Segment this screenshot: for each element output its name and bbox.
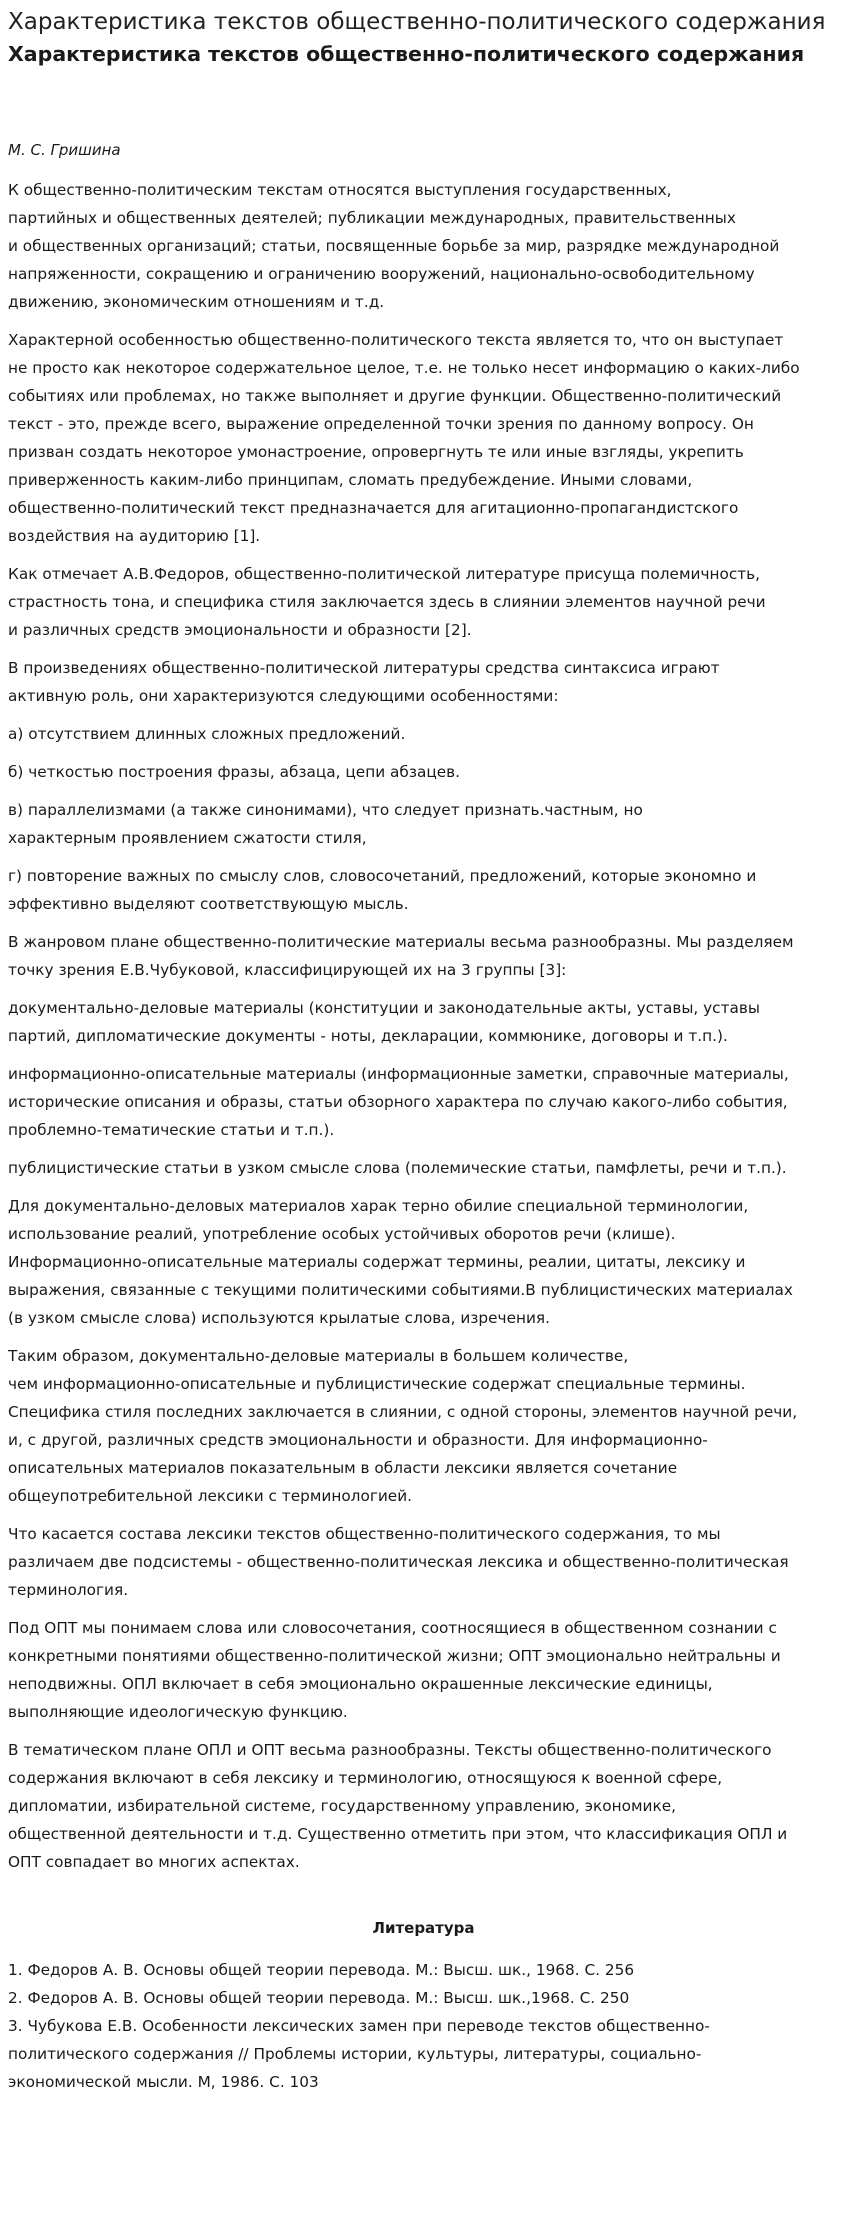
genre-item: документально-деловые материалы (конституции и законодательные акты, уставы, уставы партий, дипломатические документы - ноты, декларации, коммюнике, договоры и т.п.).	[8, 999, 760, 1045]
list-item: а) отсутствием длинных сложных предложений.	[8, 725, 406, 743]
paragraph: Характерной особенностью общественно-политического текста является то, что он выступает не просто как некоторое содержательное целое, т.е. не только несет информацию о каких-либо событиях или проблемах, но также выполняет и другие функции. Общественно-политический текст - это, прежде всего, выражение определенной точки зрения по данному вопросу. Он призван создать некоторое умонастроение, опровергнуть те или иные взгляды, укрепить приверженность каким-либо принципам, сломать предубеждение. Иными словами, общественно-политический текст предназначается для агитационно-пропагандистского воздействия на аудиторию [1].	[8, 331, 800, 545]
author-name: М. С. Гришина	[8, 141, 121, 159]
genre-item: публицистические статьи в узком смысле слова (полемические статьи, памфлеты, речи и т.п.).	[8, 1159, 787, 1177]
reference-item: 2. Федоров А. В. Основы общей теории перевода. М.: Высш. шк.,1968. С. 250	[8, 1989, 630, 2007]
paragraph: Таким образом, документально-деловые материалы в большем количестве, чем информационно-описательные и публицистические содержат специальные термины. Специфика стиля последних заключается в слиянии, с одной стороны, элементов научной речи, и, с другой, различных средств эмоциональности и образности. Для информационно- описательных материалов показательным в области лексики является сочетание общеупотребительной лексики с терминологией.	[8, 1347, 798, 1505]
paragraph: В жанровом плане общественно-политические материалы весьма разнообразны. Мы разделяем точку зрения Е.В.Чубуковой, классифицирующей их на 3 группы [3]:	[8, 933, 794, 979]
paragraph: К общественно-политическим текстам относятся выступления государственных, партийных и общественных деятелей; публикации международных, правительственных и общественных организаций; статьи, посвященные борьбе за мир, разрядке международной напряженности, сокращению и ограничению вооружений, национально-освободительному движению, экономическим отношениям и т.д.	[8, 181, 780, 311]
paragraph: В произведениях общественно-политической литературы средства синтаксиса играют активную роль, они характеризуются следующими особенностями:	[8, 659, 720, 705]
references-heading: Литература	[372, 1919, 475, 1937]
list-item: г) повторение важных по смыслу слов, словосочетаний, предложений, которые экономно и эффективно выделяют соответствующую мысль.	[8, 867, 757, 913]
page-title: Характеристика текстов общественно-политического содержания	[8, 9, 826, 35]
references-list	[8, 1956, 839, 2096]
article-body	[8, 176, 839, 1876]
list-item: в) параллелизмами (а также синонимами), что следует признать.частным, но характерным проявлением сжатости стиля,	[8, 801, 643, 847]
paragraph: Что касается состава лексики текстов общественно-политического содержания, то мы различаем две подсистемы - общественно-политическая лексика и общественно-политическая терминология.	[8, 1525, 789, 1599]
reference-item: 3. Чубукова Е.В. Особенности лексических замен при переводе текстов общественно- политического содержания // Проблемы истории, культуры, литературы, социально- экономической мысли. М, 1986. С. 103	[8, 2017, 710, 2091]
genre-item: информационно-описательные материалы (информационные заметки, справочные материалы, исторические описания и образы, статьи обзорного характера по случаю какого-либо события, проблемно-тематические статьи и т.п.).	[8, 1065, 789, 1139]
article-title: Характеристика текстов общественно-политического содержания	[8, 42, 805, 66]
list-item: б) четкостью построения фразы, абзаца, цепи абзацев.	[8, 763, 461, 781]
paragraph: В тематическом плане ОПЛ и ОПТ весьма разнообразны. Тексты общественно-политического содержания включают в себя лексику и терминологию, относящуюся к военной сфере, дипломатии, избирательной системе, государственному управлению, экономике, общественной деятельности и т.д. Существенно отметить при этом, что классификация ОПЛ и ОПТ совпадает во многих аспектах.	[8, 1741, 788, 1871]
reference-item: 1. Федоров А. В. Основы общей теории перевода. М.: Высш. шк., 1968. С. 256	[8, 1961, 635, 1979]
paragraph: Как отмечает А.В.Федоров, общественно-политической литературе присуща полемичность, страстность тона, и специфика стиля заключается здесь в слиянии элементов научной речи и различных средств эмоциональности и образности [2].	[8, 565, 766, 639]
paragraph: Под ОПТ мы понимаем слова или словосочетания, соотносящиеся в общественном сознании с конкретными понятиями общественно-политической жизни; ОПТ эмоционально нейтральны и неподвижны. ОПЛ включает в себя эмоционально окрашенные лексические единицы, выполняющие идеологическую функцию.	[8, 1619, 781, 1721]
paragraph: Для документально-деловых материалов харак терно обилие специальной терминологии, использование реалий, употребление особых устойчивых оборотов речи (клише). Информационно-описательные материалы содержат термины, реалии, цитаты, лексику и выражения, связанные с текущими политическими событиями.В публицистических материалах (в узком смысле слова) используются крылатые слова, изречения.	[8, 1197, 793, 1327]
